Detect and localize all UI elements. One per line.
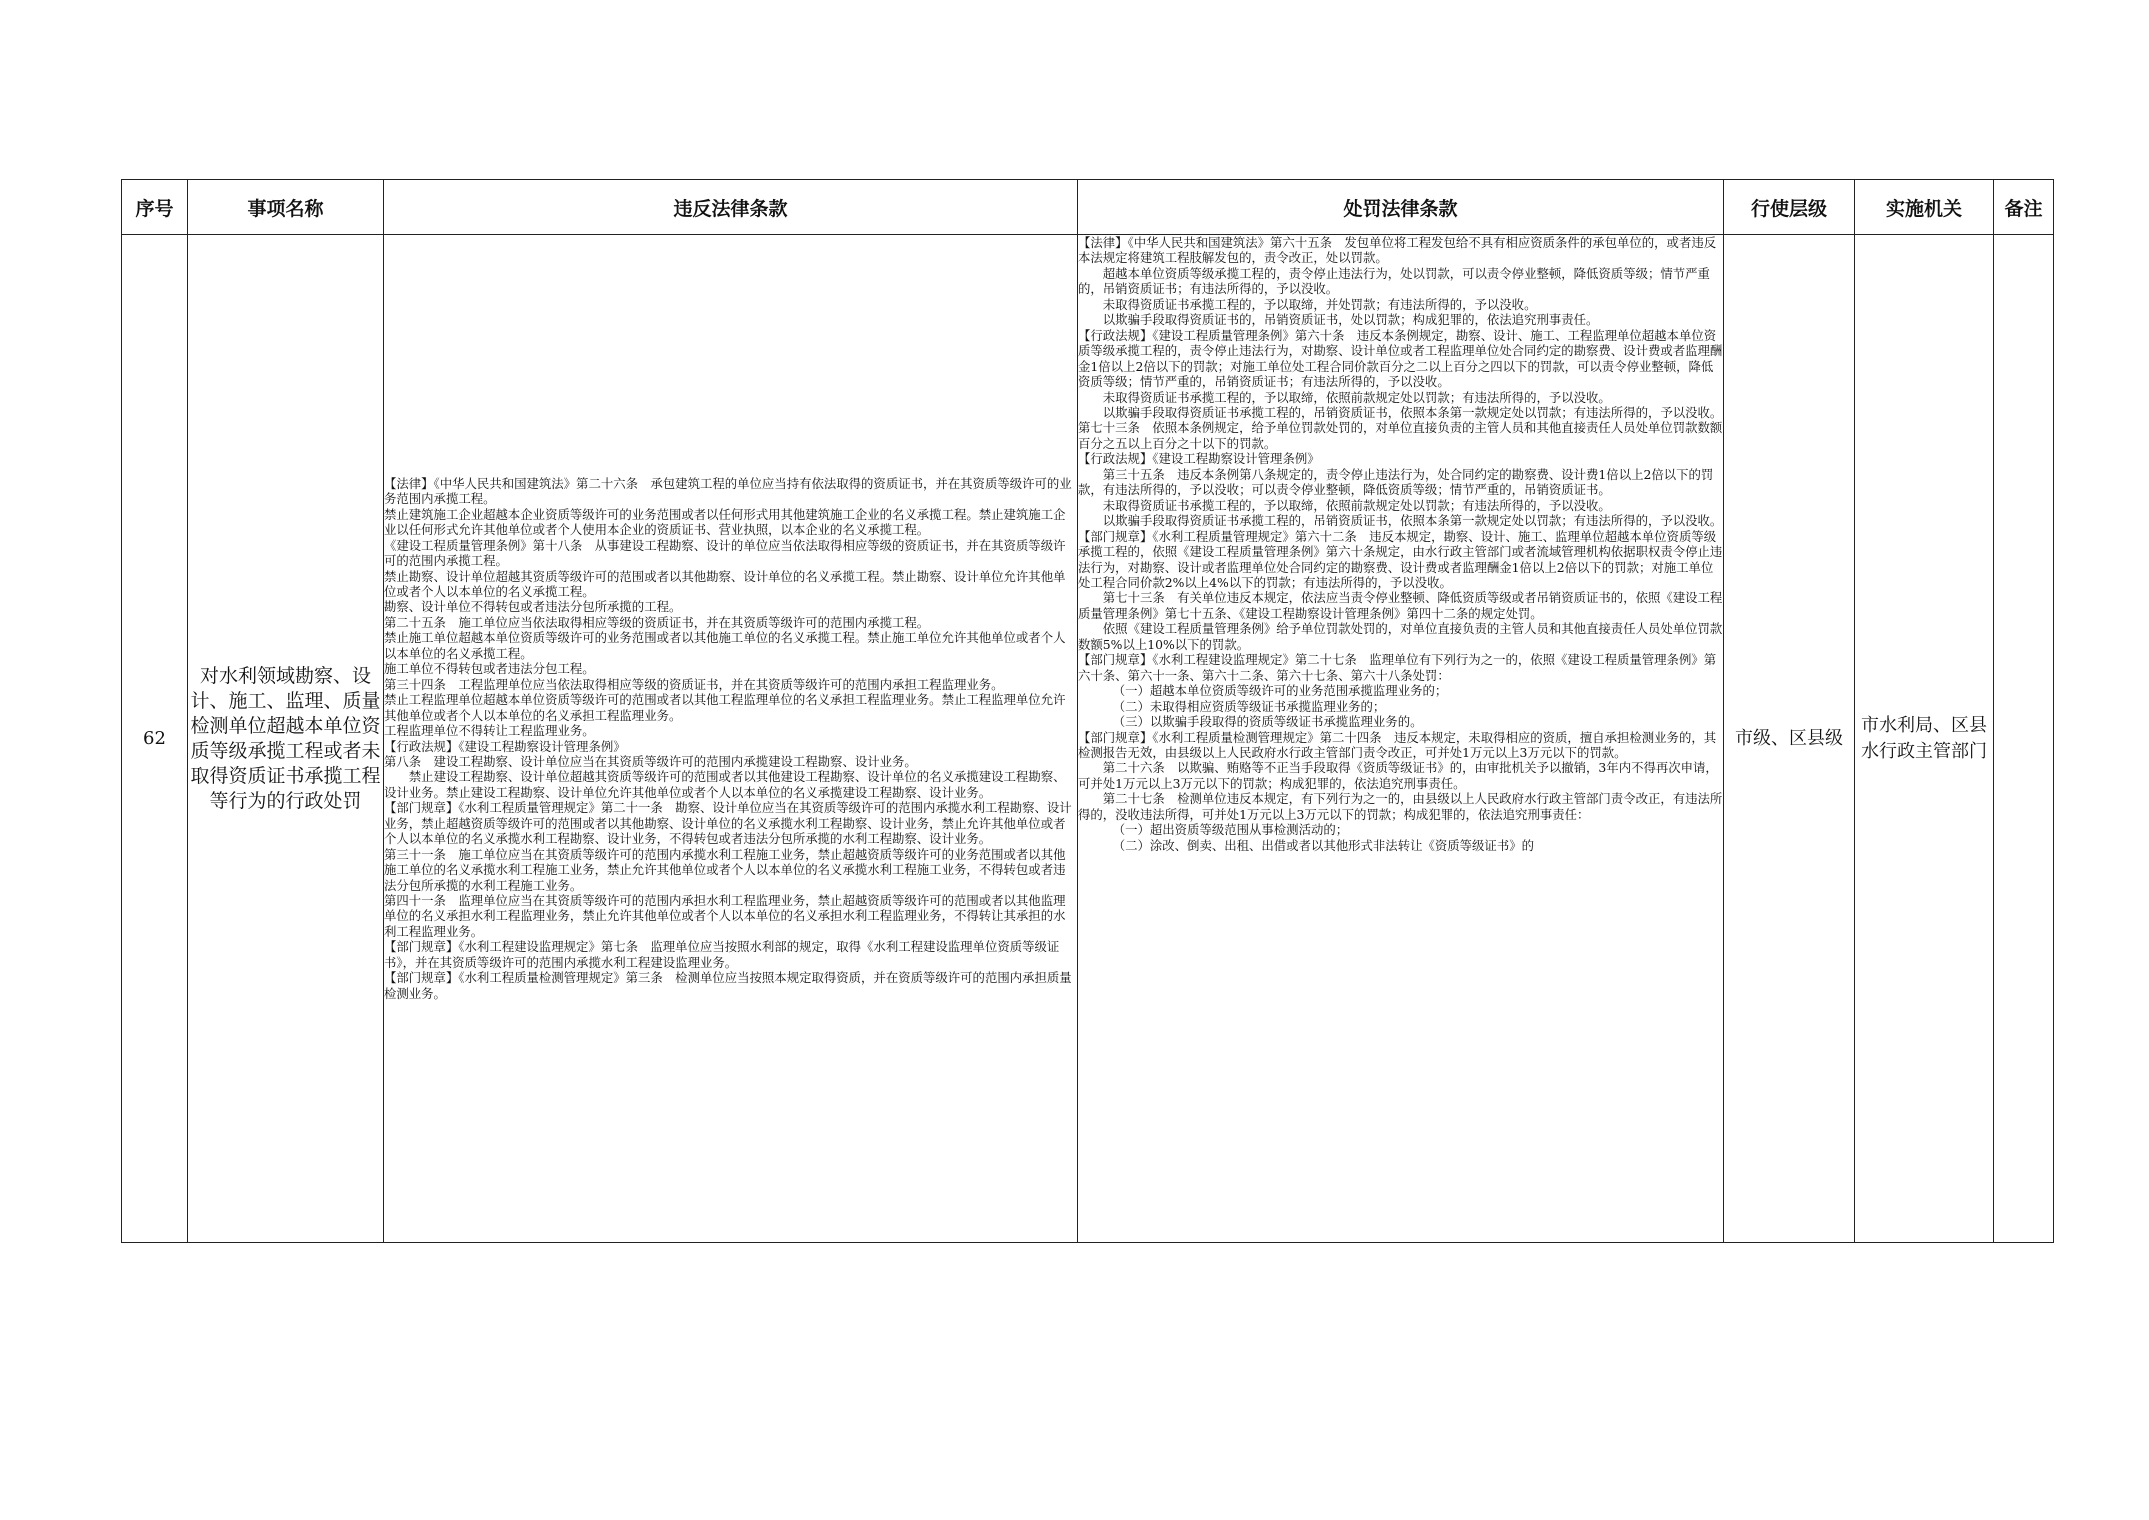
penalty-paragraph: 第七十三条 有关单位违反本规定，依法应当责令停业整顿、降低资质等级或者吊销资质证书的，依照《建设工程质量管理条例》第七十五条、《建设工程勘察设计管理条例》第四十二条的规定处罚。 [1078, 590, 1723, 621]
violation-paragraph: 禁止勘察、设计单位超越其资质等级许可的范围或者以其他勘察、设计单位的名义承揽工程。禁止勘察、设计单位允许其他单位或者个人以本单位的名义承揽工程。 [384, 568, 1066, 599]
penalty-paragraph: 以欺骗手段取得资质证书承揽工程的，吊销资质证书，依照本条第一款规定处以罚款；有违法所得的，予以没收。 [1102, 513, 1723, 529]
penalty-paragraph: 第七十三条 依照本条例规定，给予单位罚款处罚的，对单位直接负责的主管人员和其他直接责任人员处单位罚款数额百分之五以上百分之十以下的罚款。 [1078, 420, 1723, 451]
violation-paragraph: 【部门规章】《水利工程质量检测管理规定》第三条 检测单位应当按照本规定取得资质，并在资质等级许可的范围内承担质量检测业务。 [384, 970, 1072, 1001]
violation-paragraph: 工程监理单位不得转让工程监理业务。 [384, 723, 595, 739]
violation-paragraph: 第四十一条 监理单位应当在其资质等级许可的范围内承担水利工程监理业务，禁止超越资质等级许可的范围或者以其他监理单位的名义承担水利工程监理业务，禁止允许其他单位或者个人以本单位的名义承担水利工程监理业务，不得转让其承担的水利工程监理业务。 [384, 893, 1066, 939]
violation-paragraph: 第三十四条 工程监理单位应当依法取得相应等级的资质证书，并在其资质等级许可的范围内承担工程监理业务。 [384, 676, 1004, 692]
penalty-paragraph: 以欺骗手段取得资质证书的，吊销资质证书，处以罚款；构成犯罪的，依法追究刑事责任。 [1102, 312, 1599, 328]
header-row [122, 180, 2054, 235]
penalty-paragraph: 以欺骗手段取得资质证书承揽工程的，吊销资质证书，依照本条第一款规定处以罚款；有违法所得的，予以没收。 [1102, 404, 1723, 420]
penalty-paragraph: （二）未取得相应资质等级证书承揽监理业务的； [1112, 698, 1386, 714]
penalty-paragraph: 超越本单位资质等级承揽工程的，责令停止违法行为，处以罚款，可以责令停业整顿，降低资质等级；情节严重的，吊销资质证书；有违法所得的，予以没收。 [1078, 265, 1710, 297]
remark [1994, 235, 2054, 1243]
violation-paragraph: 【部门规章】《水利工程建设监理规定》第七条 监理单位应当按照水利部的规定，取得《水利工程建设监理单位资质等级证书》，并在其资质等级许可的范围内承揽水利工程建设监理业务。 [384, 939, 1060, 970]
penalty-paragraph: （一）超越本单位资质等级许可的业务范围承揽监理业务的； [1112, 683, 1448, 699]
header-level: 行使层级 [1724, 180, 1855, 235]
law-table [121, 179, 2054, 1243]
violation-paragraph: 勘察、设计单位不得转包或者违法分包所承揽的工程。 [384, 599, 682, 615]
penalty-paragraph: 依照《建设工程质量管理条例》给予单位罚款处罚的，对单位直接负责的主管人员和其他直接责任人员处单位罚款数额5%以上10%以下的罚款。 [1078, 621, 1723, 652]
penalty-paragraph: 【法律】《中华人民共和国建筑法》第六十五条 发包单位将工程发包给不具有相应资质条件的承包单位的，或者违反本法规定将建筑工程肢解发包的，责令改正，处以罚款。 [1078, 235, 1717, 266]
violation-paragraph: 第八条 建设工程勘察、设计单位应当在其资质等级许可的范围内承揽建设工程勘察、设计业务。 [384, 753, 917, 769]
penalty-paragraph: 未取得资质证书承揽工程的，予以取缔，并处罚款；有违法所得的，予以没收。 [1102, 296, 1537, 312]
implementing-agency: 市水利局、区县水行政主管部门 [1855, 235, 1994, 1243]
penalty-paragraph: 第二十六条 以欺骗、贿赂等不正当手段取得《资质等级证书》的，由审批机关予以撤销，3年内不得再次申请，可并处1万元以上3万元以下的罚款；构成犯罪的，依法追究刑事责任。 [1078, 760, 1718, 791]
row-no: 62 [122, 235, 188, 1243]
violation-paragraph: 施工单位不得转包或者违法分包工程。 [384, 661, 595, 677]
table-row [122, 235, 2054, 1243]
violation-paragraph: 【行政法规】《建设工程勘察设计管理条例》 [384, 738, 626, 754]
penalty-paragraph: 第三十五条 违反本条例第八条规定的，责令停止违法行为，处合同约定的勘察费、设计费1倍以上2倍以下的罚款，有违法所得的，予以没收；可以责令停业整顿，降低资质等级；情节严重的，吊销资质证书。 [1078, 466, 1714, 498]
penalty-paragraph: 【行政法规】《建设工程勘察设计管理条例》 [1078, 451, 1320, 467]
penalty-paragraph: 未取得资质证书承揽工程的，予以取缔，依照前款规定处以罚款；有违法所得的，予以没收。 [1102, 389, 1611, 405]
violation-list [384, 476, 1077, 1001]
exercise-level: 市级、区县级 [1724, 235, 1855, 1243]
violation-paragraph: 【法律】《中华人民共和国建筑法》第二十六条 承包建筑工程的单位应当持有依法取得的资质证书，并在其资质等级许可的业务范围内承揽工程。 [384, 475, 1072, 507]
header-penalty: 处罚法律条款 [1078, 180, 1724, 235]
header-agency: 实施机关 [1855, 180, 1994, 235]
violation-paragraph: 禁止建设工程勘察、设计单位超越其资质等级许可的范围或者以其他建设工程勘察、设计单位的名义承揽建设工程勘察、设计业务。禁止建设工程勘察、设计单位允许其他单位或者个人以本单位的名义承揽建设工程勘察、设计业务。 [384, 769, 1066, 800]
penalty-paragraph: 【部门规章】《水利工程质量检测管理规定》第二十四条 违反本规定，未取得相应的资质，擅自承担检测业务的，其检测报告无效，由县级以上人民政府水行政主管部门责令改正，可并处1万元以上3万元以下的罚款。 [1078, 729, 1717, 760]
penalty-paragraph: （三）以欺骗手段取得的资质等级证书承揽监理业务的。 [1112, 714, 1423, 730]
violation-paragraph: 禁止工程监理单位超越本单位资质等级许可的范围或者以其他工程监理单位的名义承担工程监理业务。禁止工程监理单位允许其他单位或者个人以本单位的名义承担工程监理业务。 [384, 692, 1066, 723]
penalty-paragraph: 未取得资质证书承揽工程的，予以取缔，依照前款规定处以罚款；有违法所得的，予以没收。 [1102, 497, 1611, 513]
header-no: 序号 [122, 180, 188, 235]
violation-paragraph: 禁止施工单位超越本单位资质等级许可的业务范围或者以其他施工单位的名义承揽工程。禁止施工单位允许其他单位或者个人以本单位的名义承揽工程。 [384, 630, 1066, 661]
penalty-paragraph: （一）超出资质等级范围从事检测活动的； [1112, 822, 1349, 838]
penalty-list [1078, 235, 1723, 853]
penalty-paragraph: 第二十七条 检测单位违反本规定，有下列行为之一的，由县级以上人民政府水行政主管部门责令改正，有违法所得的，没收违法所得，可并处1万元以上3万元以下的罚款；构成犯罪的，依法追究刑事责任： [1078, 791, 1723, 822]
penalty-paragraph: 【行政法规】《建设工程质量管理条例》第六十条 违反本条例规定，勘察、设计、施工、工程监理单位超越本单位资质等级承揽工程的，责令停止违法行为，对勘察、设计单位或者工程监理单位处合同约定的勘察费、设计费或者监理酬金1倍以上2倍以下的罚款；对施工单位处工程合同价款百分之二以上百分之四以下的罚款，可以责令停业整顿，降低资质等级；情节严重的，吊销资质证书；有违法所得的，予以没收。 [1078, 327, 1723, 390]
penalty-paragraph: （二）涂改、倒卖、出租、出借或者以其他形式非法转让《资质等级证书》的 [1112, 837, 1534, 853]
header-name: 事项名称 [188, 180, 384, 235]
violation-paragraph: 禁止建筑施工企业超越本企业资质等级许可的业务范围或者以任何形式用其他建筑施工企业的名义承揽工程。禁止建筑施工企业以任何形式允许其他单位或者个人使用本企业的资质证书、营业执照，以本企业的名义承揽工程。 [384, 506, 1066, 538]
violation-paragraph: 《建设工程质量管理条例》第十八条 从事建设工程勘察、设计的单位应当依法取得相应等级的资质证书，并在其资质等级许可的范围内承揽工程。 [384, 537, 1066, 569]
header-violation: 违反法律条款 [384, 180, 1078, 235]
penalty-paragraph: 【部门规章】《水利工程建设监理规定》第二十七条 监理单位有下列行为之一的，依照《建设工程质量管理条例》第六十条、第六十一条、第六十二条、第六十七条、第六十八条处罚： [1078, 652, 1717, 683]
violation-paragraph: 【部门规章】《水利工程质量管理规定》第二十一条 勘察、设计单位应当在其资质等级许可的范围内承揽水利工程勘察、设计业务，禁止超越资质等级许可的范围或者以其他勘察、设计单位的名义承揽水利工程勘察、设计业务，禁止允许其他单位或者个人以本单位的名义承揽水利工程勘察、设计业务，不得转包或者违法分包所承揽的水利工程勘察、设计业务。 [384, 800, 1072, 847]
item-name: 对水利领域勘察、设计、施工、监理、质量检测单位超越本单位资质等级承揽工程或者未取得资质证书承揽工程等行为的行政处罚 [188, 235, 384, 1243]
violation-paragraph: 第二十五条 施工单位应当依法取得相应等级的资质证书，并在其资质等级许可的范围内承揽工程。 [384, 614, 930, 630]
penalty-paragraph: 【部门规章】《水利工程质量管理规定》第六十二条 违反本规定，勘察、设计、施工、监理单位超越本单位资质等级承揽工程的，依照《建设工程质量管理条例》第六十条规定，由水行政主管部门或者流域管理机构依据职权责令停止违法行为，对勘察、设计或者监理单位处合同约定的勘察费、设计费或者监理酬金1倍以上2倍以下的罚款；对施工单位处工程合同价款2%以上4%以下的罚款；有违法所得的，予以没收。 [1078, 528, 1723, 590]
violation-clauses [384, 235, 1078, 1243]
header-remark: 备注 [1994, 180, 2054, 235]
violation-paragraph: 第三十一条 施工单位应当在其资质等级许可的范围内承揽水利工程施工业务，禁止超越资质等级许可的业务范围或者以其他施工单位的名义承揽水利工程施工业务，禁止允许其他单位或者个人以本单位的名义承揽水利工程施工业务，不得转包或者违法分包所承揽的水利工程施工业务。 [384, 846, 1066, 893]
penalty-clauses [1078, 235, 1724, 1243]
